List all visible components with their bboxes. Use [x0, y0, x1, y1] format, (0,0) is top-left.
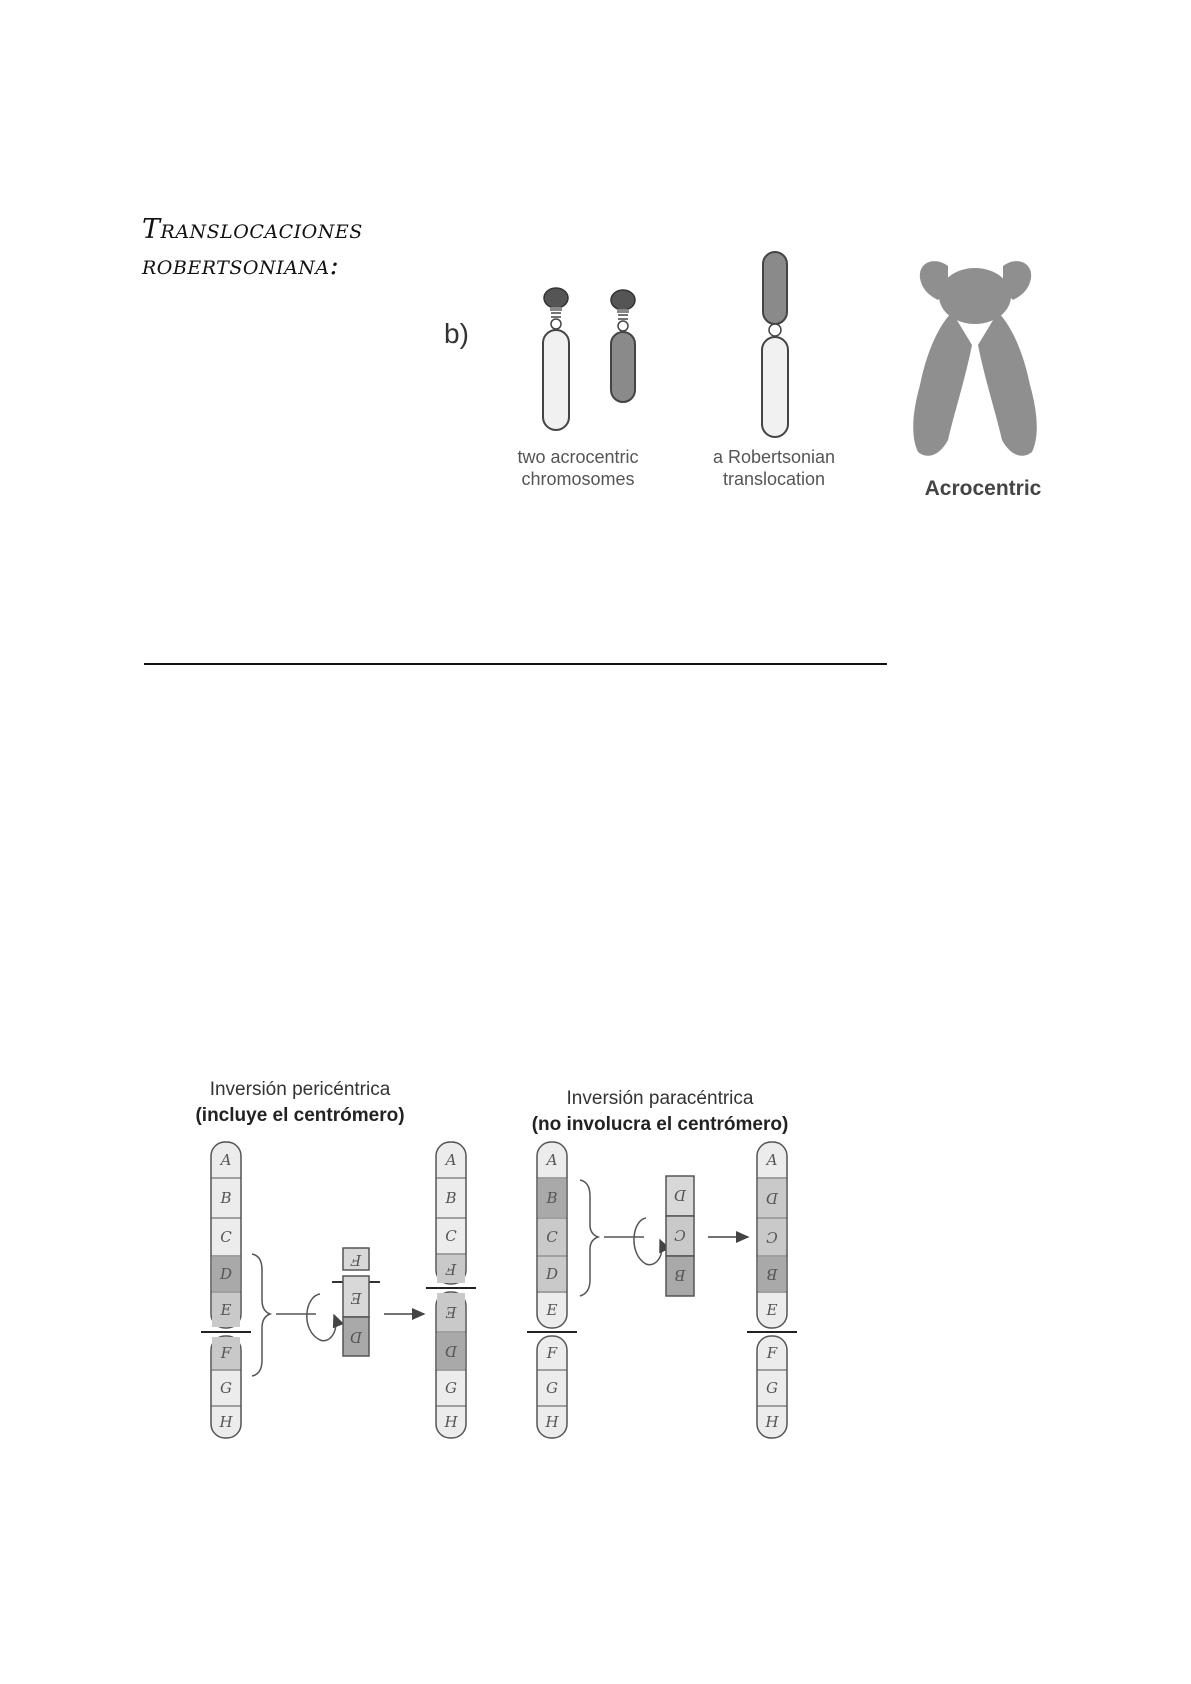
band-label: A	[546, 1151, 558, 1169]
svg-text:C: C	[674, 1226, 686, 1244]
band-label: A	[220, 1151, 232, 1169]
acrocentric-chromosome-dark	[611, 290, 635, 402]
band-label: F	[220, 1344, 232, 1362]
band-label: H	[444, 1413, 458, 1431]
band-label: E	[220, 1301, 232, 1319]
acrocentric-chromosome-light	[543, 288, 569, 430]
band-label: D	[444, 1342, 458, 1360]
svg-text:D: D	[673, 1186, 687, 1204]
svg-text:F: F	[350, 1251, 362, 1269]
band-label: E	[445, 1303, 457, 1321]
svg-text:D: D	[349, 1328, 363, 1346]
caption-robertsonian-line2: translocation	[722, 469, 826, 489]
band-label: C	[445, 1227, 457, 1245]
svg-text:B: B	[674, 1266, 686, 1284]
caption-two-acrocentric-line2: chromosomes	[521, 469, 635, 489]
band-label: G	[445, 1379, 457, 1397]
band-label: E	[546, 1301, 558, 1319]
title-line-2: robertsoniana:	[142, 250, 340, 281]
band-label: E	[766, 1301, 778, 1319]
robertsonian-translocation-chromosome	[762, 252, 788, 437]
pericentric-original-chromosome	[201, 1142, 251, 1438]
paracentric-inverted-segment	[666, 1176, 694, 1296]
band-label: C	[766, 1228, 778, 1246]
band-label: G	[220, 1379, 232, 1397]
svg-text:E: E	[350, 1289, 362, 1307]
caption-acrocentric: Acrocentric	[924, 477, 1042, 500]
band-label: G	[766, 1379, 778, 1397]
band-label: B	[220, 1189, 232, 1207]
band-label: G	[546, 1379, 558, 1397]
acrocentric-silhouette	[913, 261, 1037, 456]
band-label: H	[765, 1413, 779, 1431]
band-label: A	[766, 1151, 778, 1169]
band-label: C	[220, 1228, 232, 1246]
band-label: H	[545, 1413, 559, 1431]
panel-label-b: b)	[444, 318, 469, 349]
pericentric-brace	[252, 1254, 336, 1376]
band-label: F	[445, 1260, 457, 1278]
paracentric-result-chromosome	[747, 1142, 797, 1438]
pericentric-result-chromosome	[426, 1142, 476, 1438]
caption-two-acrocentric-line1: two acrocentric	[517, 447, 639, 467]
band-label: A	[445, 1151, 457, 1169]
band-label: H	[219, 1413, 233, 1431]
band-label: C	[546, 1228, 558, 1246]
band-label: B	[546, 1189, 558, 1207]
band-label: B	[766, 1265, 778, 1283]
band-label: D	[545, 1265, 559, 1283]
band-label: B	[445, 1189, 457, 1207]
pericentric-title: Inversión pericéntrica	[209, 1079, 391, 1100]
band-label: D	[219, 1265, 233, 1283]
paracentric-title: Inversión paracéntrica	[566, 1088, 754, 1109]
band-label: D	[765, 1189, 779, 1207]
paracentric-original-chromosome	[527, 1142, 577, 1438]
pericentric-subtitle: (incluye el centrómero)	[195, 1105, 405, 1126]
paracentric-subtitle: (no involucra el centrómero)	[531, 1114, 789, 1135]
caption-robertsonian-line1: a Robertsonian	[712, 447, 836, 467]
paracentric-brace	[580, 1180, 662, 1296]
title-line-1: Translocaciones	[142, 214, 363, 245]
pericentric-inverted-segment	[332, 1248, 380, 1356]
band-label: F	[546, 1344, 558, 1362]
band-label: F	[766, 1344, 778, 1362]
